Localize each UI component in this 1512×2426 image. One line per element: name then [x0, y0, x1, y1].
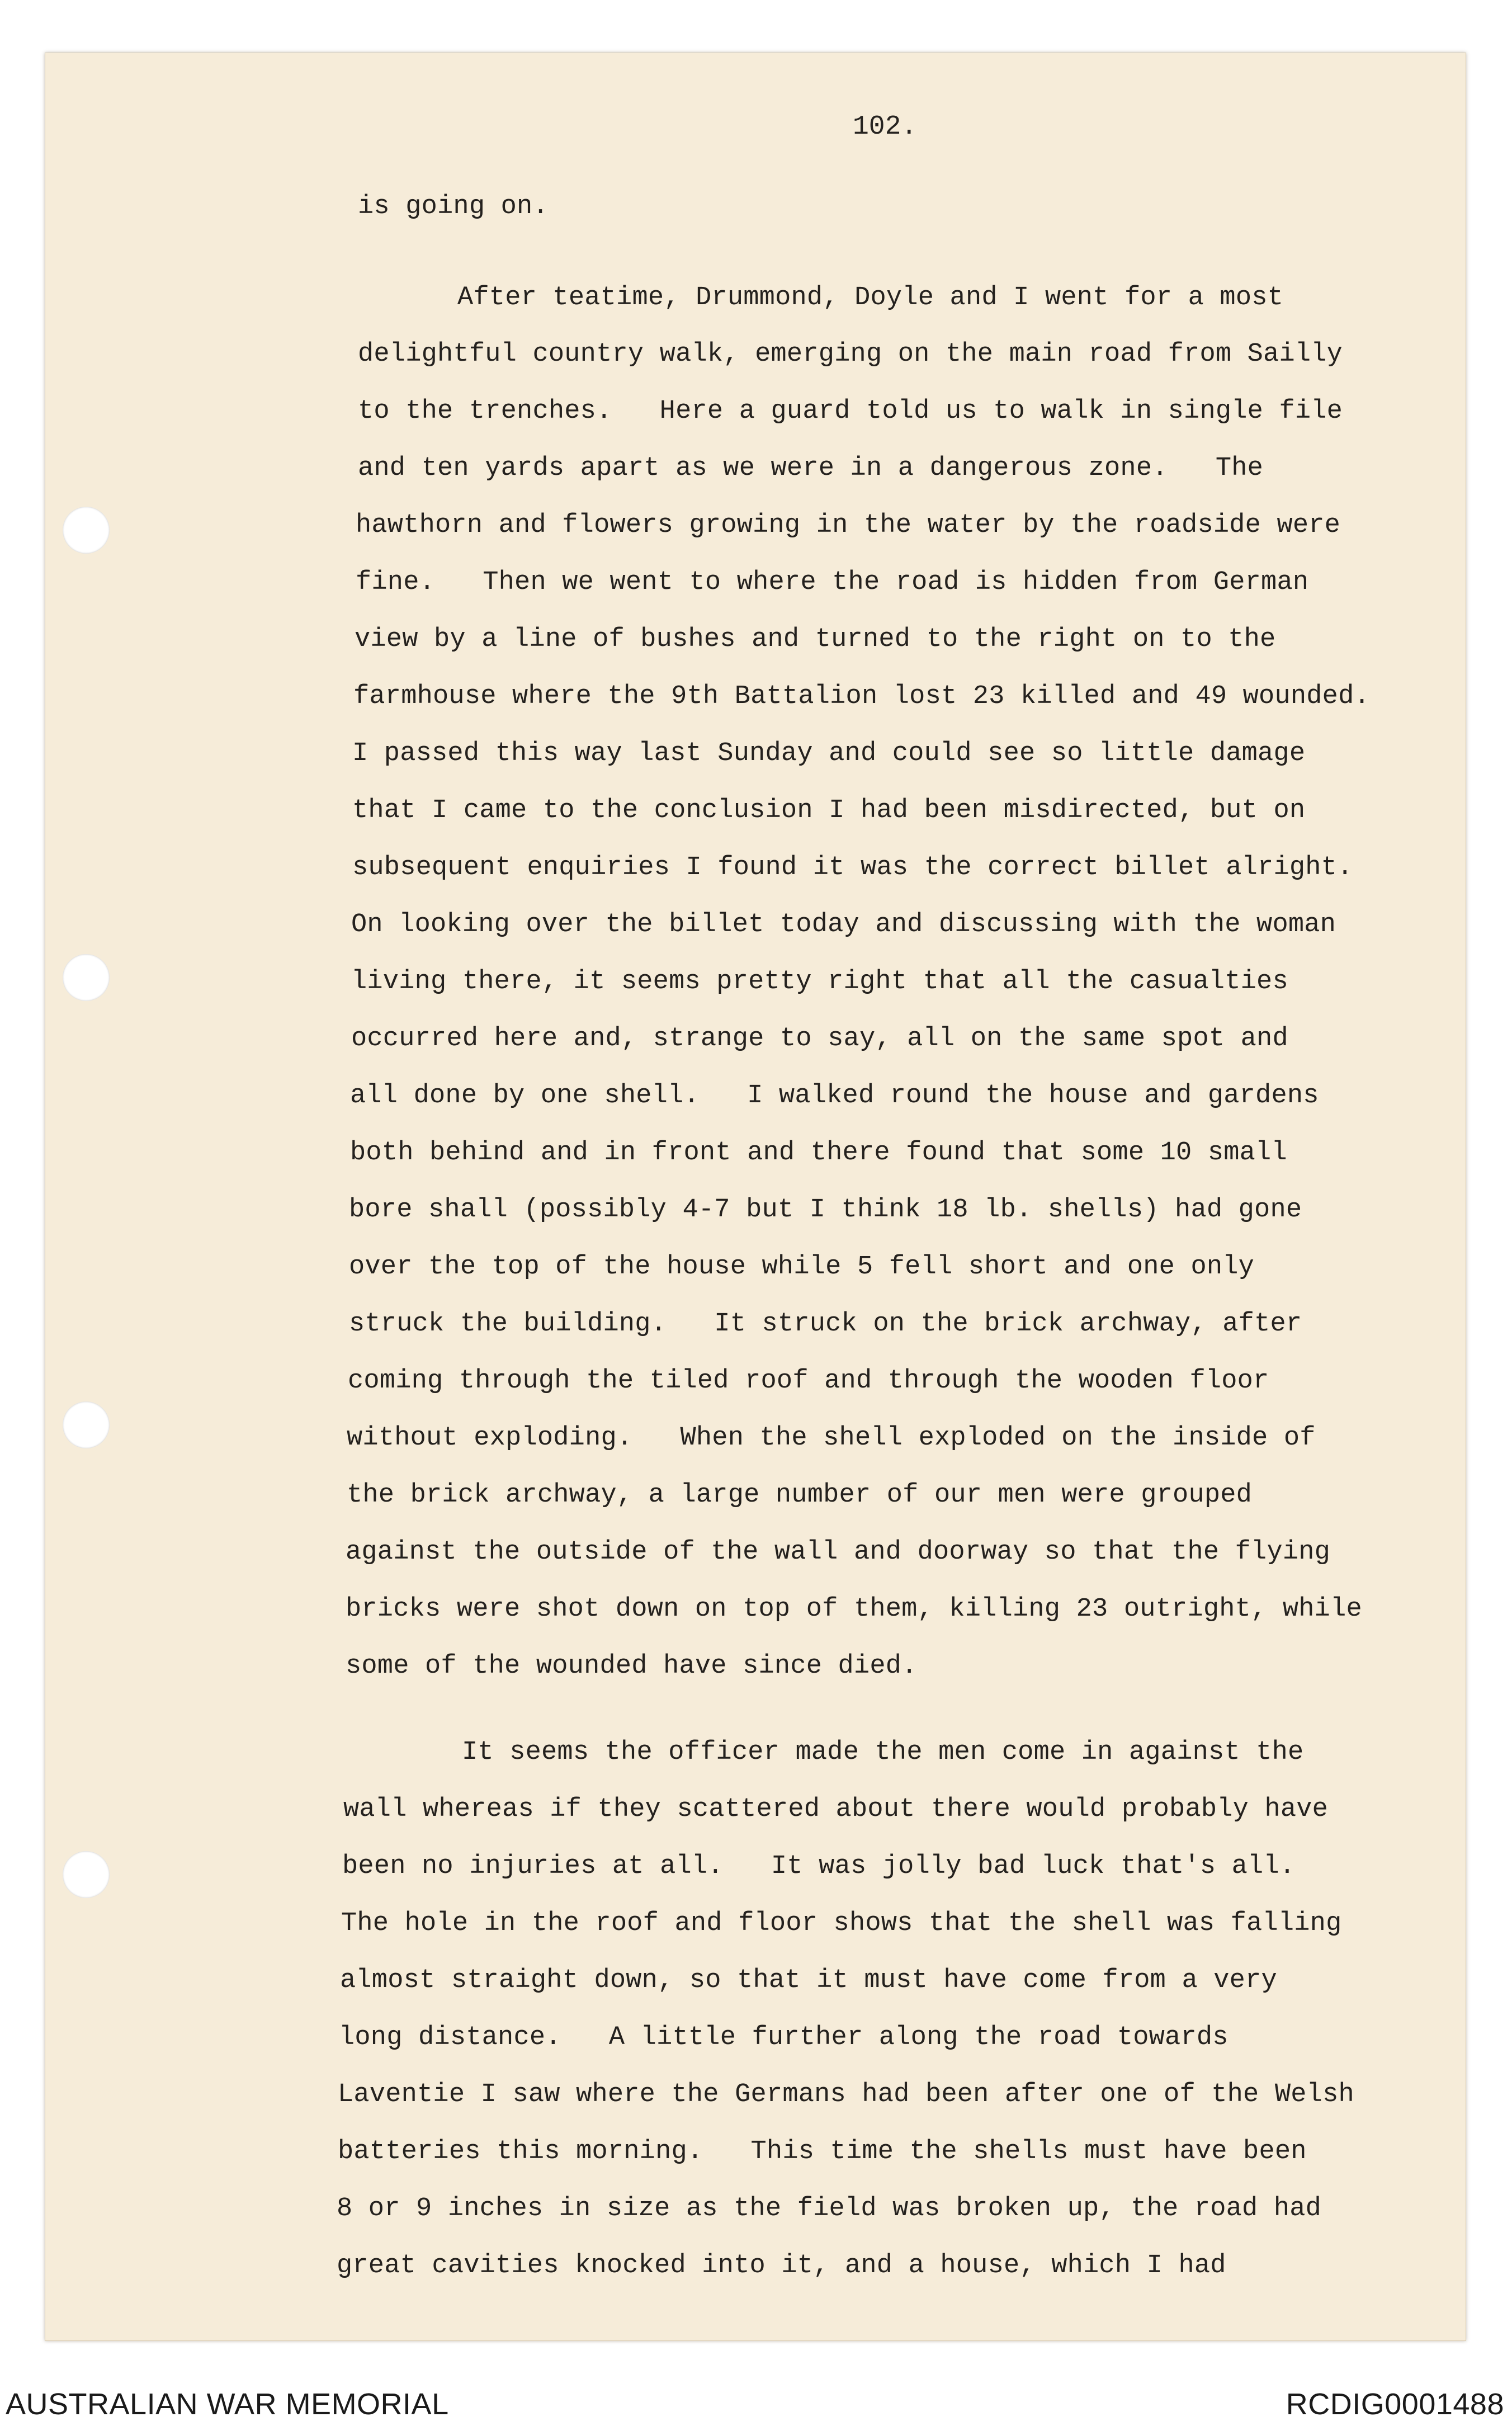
- text-line: over the top of the house while 5 fell short and one only: [349, 1252, 1255, 1282]
- text-line: On looking over the billet today and discussing with the woman: [351, 910, 1336, 940]
- text-line: batteries this morning. This time the shells must have been: [338, 2137, 1307, 2167]
- text-line: subsequent enquiries I found it was the correct billet alright.: [352, 853, 1353, 882]
- text-line: 8 or 9 inches in size as the field was broken up, the road had: [337, 2194, 1322, 2224]
- text-line: the brick archway, a large number of our men were grouped: [347, 1480, 1253, 1510]
- page-number: 102.: [853, 112, 918, 142]
- text-line: without exploding. When the shell exploded on the inside of: [347, 1423, 1316, 1453]
- text-line: some of the wounded have since died.: [346, 1651, 918, 1681]
- text-line: living there, it seems pretty right that all the casualties: [351, 967, 1288, 997]
- text-line: long distance. A little further along the road towards: [339, 2023, 1228, 2052]
- text-line: bore shall (possibly 4-7 but I think 18 lb. shells) had gone: [349, 1195, 1302, 1225]
- punch-hole: [63, 507, 110, 554]
- text-line: that I came to the conclusion I had been misdirected, but on: [352, 796, 1306, 825]
- text-line: occurred here and, strange to say, all on the same spot and: [351, 1024, 1288, 1054]
- text-line: I passed this way last Sunday and could see so little damage: [352, 739, 1306, 768]
- text-line: The hole in the roof and floor shows that the shell was falling: [341, 1909, 1342, 1938]
- text-line: delightful country walk, emerging on the main road from Sailly: [358, 339, 1343, 369]
- text-line: fine. Then we went to where the road is hidden from German: [356, 568, 1309, 597]
- reference-number: RCDIG0001488: [1286, 2387, 1504, 2421]
- text-line: been no injuries at all. It was jolly bad luck that's all.: [342, 1852, 1296, 1881]
- text-line: all done by one shell. I walked round the house and gardens: [350, 1081, 1319, 1111]
- text-line: Laventie I saw where the Germans had been after one of the Welsh: [338, 2080, 1354, 2109]
- text-line: and ten yards apart as we were in a dangerous zone. The: [358, 454, 1264, 483]
- text-line: bricks were shot down on top of them, killing 23 outright, while: [346, 1594, 1362, 1624]
- punch-hole: [63, 1401, 110, 1448]
- text-line: almost straight down, so that it must have come from a very: [340, 1966, 1277, 1995]
- text-line: After teatime, Drummond, Doyle and I went for a most: [457, 283, 1284, 313]
- text-line: hawthorn and flowers growing in the water by the roadside were: [356, 511, 1341, 540]
- punch-hole: [63, 954, 110, 1001]
- text-line: against the outside of the wall and doorway so that the flying: [346, 1537, 1331, 1567]
- text-line: both behind and in front and there found that some 10 small: [350, 1138, 1287, 1168]
- text-line: farmhouse where the 9th Battalion lost 23 killed and 49 wounded.: [353, 682, 1370, 711]
- text-line: great cavities knocked into it, and a house, which I had: [337, 2251, 1226, 2281]
- punch-hole: [63, 1851, 110, 1898]
- text-line: is going on.: [358, 192, 549, 221]
- text-line: to the trenches. Here a guard told us to walk in single file: [358, 397, 1343, 426]
- text-line: It seems the officer made the men come in against the: [462, 1738, 1304, 1767]
- text-line: coming through the tiled roof and through the wooden floor: [348, 1366, 1269, 1396]
- text-line: view by a line of bushes and turned to the right on to the: [355, 625, 1276, 654]
- text-line: struck the building. It struck on the brick archway, after: [349, 1309, 1302, 1339]
- institution-caption: AUSTRALIAN WAR MEMORIAL: [6, 2387, 449, 2421]
- text-line: wall whereas if they scattered about there would probably have: [343, 1795, 1329, 1824]
